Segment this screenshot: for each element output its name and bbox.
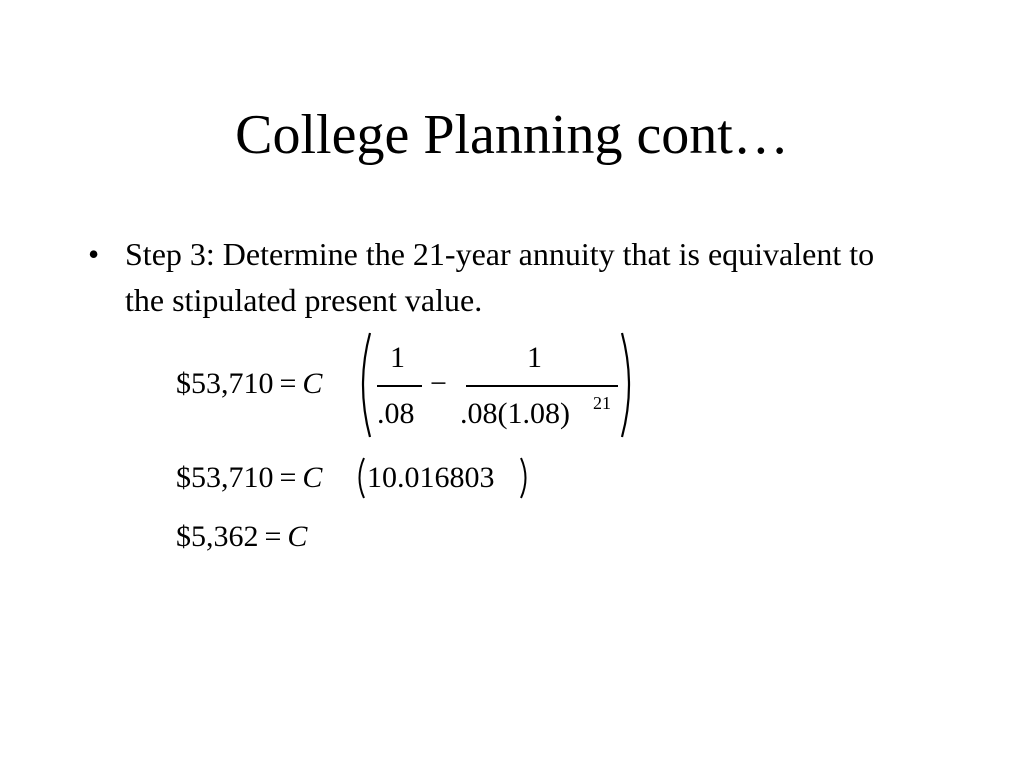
equation-1-lhs bbox=[176, 366, 322, 402]
equation-1-equals: = bbox=[279, 367, 297, 400]
bullet-point-icon: • bbox=[88, 236, 100, 272]
bullet-text: Step 3: Determine the 21-year annuity that is equivalent to the stipulated present value. bbox=[125, 236, 875, 318]
equation-2-value: 10.016803 bbox=[367, 461, 495, 494]
fraction-2-denominator: .08(1.08) bbox=[460, 397, 570, 430]
equation-2-variable: C bbox=[302, 461, 323, 494]
equation-3-equals: = bbox=[264, 520, 282, 553]
equation-3 bbox=[176, 519, 307, 555]
fraction-1-bar bbox=[377, 385, 422, 387]
slide-title: College Planning cont… bbox=[235, 104, 789, 166]
fraction-2-exponent: 21 bbox=[593, 393, 611, 413]
equation-2-amount: $53,710 bbox=[176, 461, 274, 494]
equation-1-amount: $53,710 bbox=[176, 367, 274, 400]
left-parenthesis-icon bbox=[353, 456, 367, 500]
minus-sign: − bbox=[430, 367, 447, 400]
right-parenthesis-icon bbox=[618, 330, 640, 440]
equation-3-amount: $5,362 bbox=[176, 520, 259, 553]
left-parenthesis-icon bbox=[352, 330, 374, 440]
equation-3-variable: C bbox=[287, 520, 308, 553]
equation-1-variable: C bbox=[302, 367, 323, 400]
equation-2 bbox=[176, 460, 322, 496]
fraction-1-denominator: .08 bbox=[377, 397, 415, 430]
fraction-2-bar bbox=[466, 385, 618, 387]
right-parenthesis-icon bbox=[518, 456, 532, 500]
fraction-1-numerator: 1 bbox=[390, 341, 405, 374]
equation-2-equals: = bbox=[279, 461, 297, 494]
fraction-2-numerator: 1 bbox=[527, 341, 542, 374]
